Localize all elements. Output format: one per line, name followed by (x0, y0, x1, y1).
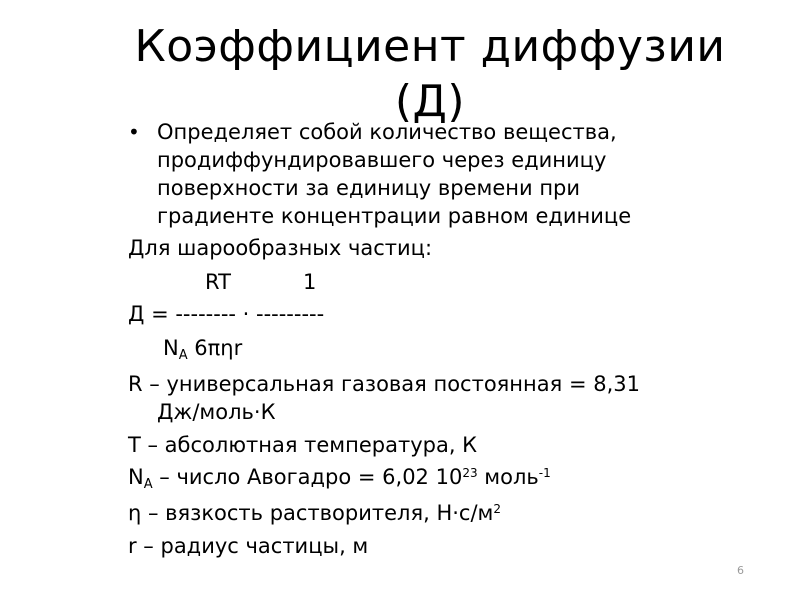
definition-line-1: Определяет собой количество вещества, (157, 120, 617, 144)
formula-denominator (163, 338, 242, 362)
gas-constant-line-2: Дж/моль·К (157, 400, 276, 424)
slide-title-line1: Коэффициент диффузии (134, 21, 726, 72)
slide-title-line2: (Д) (394, 76, 466, 127)
page-number: 6 (737, 564, 744, 577)
avogadro-subscript: A (143, 477, 153, 492)
avogadro-unit: моль (477, 465, 539, 489)
avogadro-unit-exponent: -1 (538, 466, 551, 480)
avogadro-definition (128, 467, 551, 491)
definition-line-2: продиффундировавшего через единицу (157, 148, 607, 172)
temperature-definition: Т – абсолютная температура, К (128, 433, 478, 457)
formula-main-line: Д = -------- · --------- (128, 302, 325, 326)
formula-denominator-n: N (163, 336, 179, 360)
definition-line-4: градиенте концентрации равном единице (157, 204, 632, 228)
avogadro-exponent: 23 (462, 466, 478, 480)
radius-definition: r – радиус частицы, м (128, 534, 369, 558)
avogadro-text: – число Авогадро = 6,02 10 (152, 465, 463, 489)
formula-denominator-subscript: A (178, 348, 188, 363)
definition-line-3: поверхности за единицу времени при (157, 176, 581, 200)
avogadro-n: N (128, 465, 144, 489)
gas-constant-line-1: R – универсальная газовая постоянная = 8,31 (128, 372, 640, 396)
viscosity-definition (128, 503, 501, 524)
formula-numerator-rt: RT (205, 270, 231, 294)
formula-numerator-one: 1 (303, 270, 317, 294)
bullet-marker: • (128, 120, 140, 144)
spherical-particles-heading: Для шарообразных частиц: (128, 236, 433, 260)
formula-denominator-rest: 6πηr (187, 336, 243, 360)
viscosity-exponent: 2 (493, 502, 502, 516)
viscosity-text: η – вязкость растворителя, Н·с/м (128, 501, 494, 525)
